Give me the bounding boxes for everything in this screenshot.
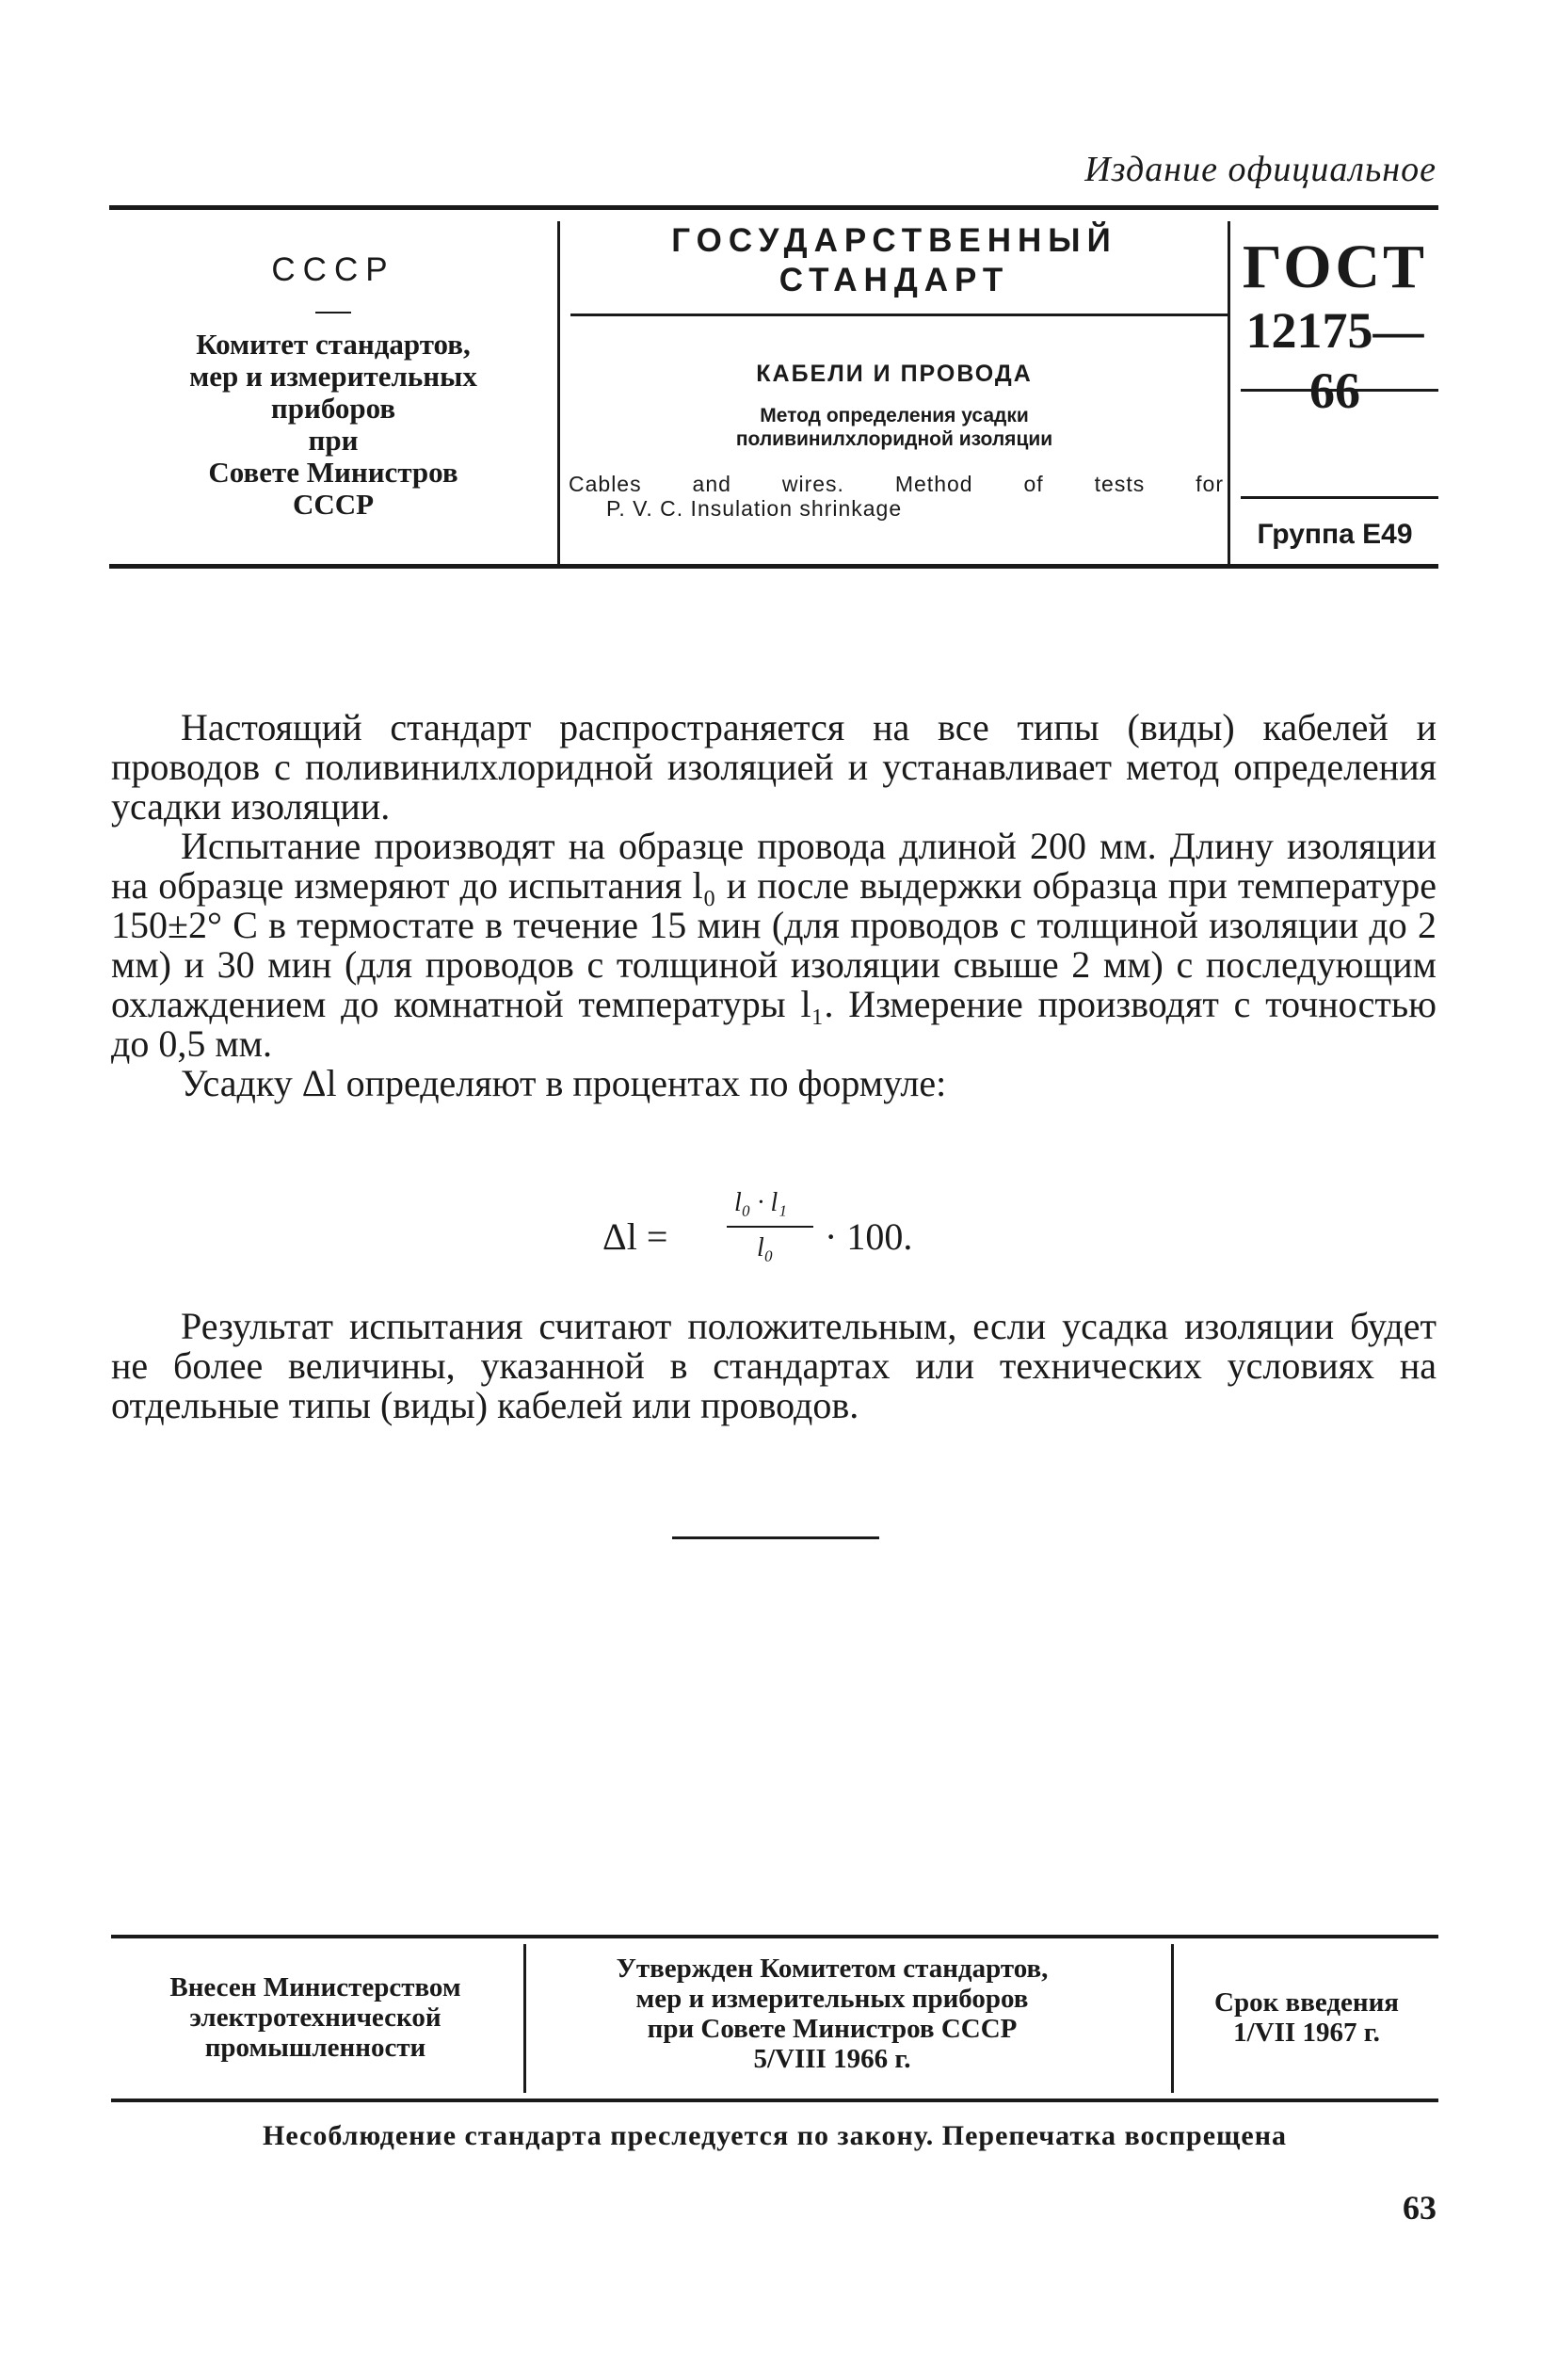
method-line: Метод определения усадки: [760, 405, 1029, 426]
title-cell: [561, 210, 1228, 564]
method-subtitle: [561, 404, 1228, 451]
paragraph-scope: Настоящий стандарт распространяется на все типы (виды) кабелей и проводов с поливинилхлоридной изоляцией и устанавливает метод определения усадки изоляции.: [111, 706, 1437, 828]
effective-cell: [1175, 1987, 1438, 2048]
gost-separator: [1241, 496, 1438, 499]
edition-label: Издание официальное: [1084, 150, 1437, 189]
standard-heading: [561, 221, 1228, 300]
page-number: 63: [1403, 2189, 1437, 2227]
gost-number: 12175—66: [1245, 302, 1424, 419]
column-divider: [557, 221, 560, 564]
paragraph-formula-intro: Усадку Δl определяют в процентах по формуле:: [181, 1062, 947, 1104]
body-text: [111, 708, 1437, 1103]
introduced-line: промышленности: [204, 2033, 426, 2063]
approved-line: мер и измерительных приборов: [635, 1984, 1029, 2014]
method-line: поливинилхлоридной изоляции: [735, 428, 1053, 450]
group-label: Группа Е49: [1257, 519, 1413, 550]
column-divider: [1228, 221, 1230, 564]
approved-line: Утвержден Комитетом стандартов,: [616, 1954, 1049, 1984]
standard-line: СТАНДАРТ: [778, 262, 1010, 298]
org-line: СССР: [292, 488, 375, 521]
paragraph-procedure: Испытание производят на образце провода длиной 200 мм. Длину изоляции на образце измеряют до испытания l₀ и после выдержки образца при температуре 150±2° С в термостате в течение 15 мин (для проводов с толщиной изоляции до 2 мм) и 30 мин (для проводов с толщиной изоляции свыше 2 мм) с последующим охлаждением до комнатной температуры l₁. Измерение производят с точностью до 0,5 мм.: [111, 825, 1437, 1065]
approved-line: при Совете Министров СССР: [647, 2014, 1018, 2044]
formula-denominator: l₀: [757, 1233, 774, 1262]
shrinkage-formula: [602, 1188, 998, 1292]
issuer-organization: [109, 329, 557, 521]
title-separator: [570, 314, 1228, 316]
english-line: Cables and wires. Method of tests for: [569, 472, 1224, 496]
org-line: мер и измерительных: [189, 360, 477, 393]
gost-label: ГОСТ: [1242, 233, 1428, 301]
fraction-bar: [727, 1226, 813, 1228]
footer-table: [111, 1935, 1438, 2102]
formula-lhs: Δl =: [602, 1215, 668, 1258]
paragraph-result: Результат испытания считают положительным, если усадка изоляции будет не более величины, указанной в стандартах или технических условиях на отдельные типы (виды) кабелей или проводов.: [111, 1305, 1437, 1426]
column-divider: [1171, 1944, 1174, 2093]
short-dash: [315, 312, 351, 314]
gost-separator: [1241, 389, 1438, 392]
org-line: приборов: [270, 392, 396, 425]
gost-cell: [1231, 210, 1438, 564]
document-title: КАБЕЛИ И ПРОВОДА: [756, 361, 1033, 387]
org-line: Комитет стандартов,: [196, 328, 471, 361]
english-title: [569, 472, 1224, 521]
formula-rhs: · 100.: [825, 1215, 913, 1258]
effective-line: Срок введения: [1214, 1987, 1399, 2018]
introduced-cell: [111, 1972, 520, 2063]
approved-line: 5/VIII 1966 г.: [753, 2044, 911, 2074]
english-line: P. V. C. Insulation shrinkage: [606, 496, 903, 521]
column-divider: [523, 1944, 526, 2093]
org-line: при: [308, 424, 359, 457]
body-text-result: [111, 1307, 1437, 1425]
effective-line: 1/VII 1967 г.: [1233, 2018, 1380, 2048]
introduced-line: электротехнической: [189, 2002, 441, 2033]
org-line: Совете Министров: [208, 456, 458, 489]
ussr-label: СССР: [271, 251, 395, 288]
standard-line: ГОСУДАРСТВЕННЫЙ: [671, 222, 1117, 259]
legal-notice: Несоблюдение стандарта преследуется по закону. Перепечатка воспрещена: [263, 2120, 1287, 2151]
formula-numerator: l₀ · l₁: [734, 1188, 788, 1217]
introduced-line: Внесен Министерством: [169, 1972, 461, 2002]
end-rule: [672, 1536, 879, 1539]
header-table: [109, 205, 1438, 569]
approved-cell: [527, 1954, 1137, 2074]
issuer-cell: [109, 210, 557, 564]
